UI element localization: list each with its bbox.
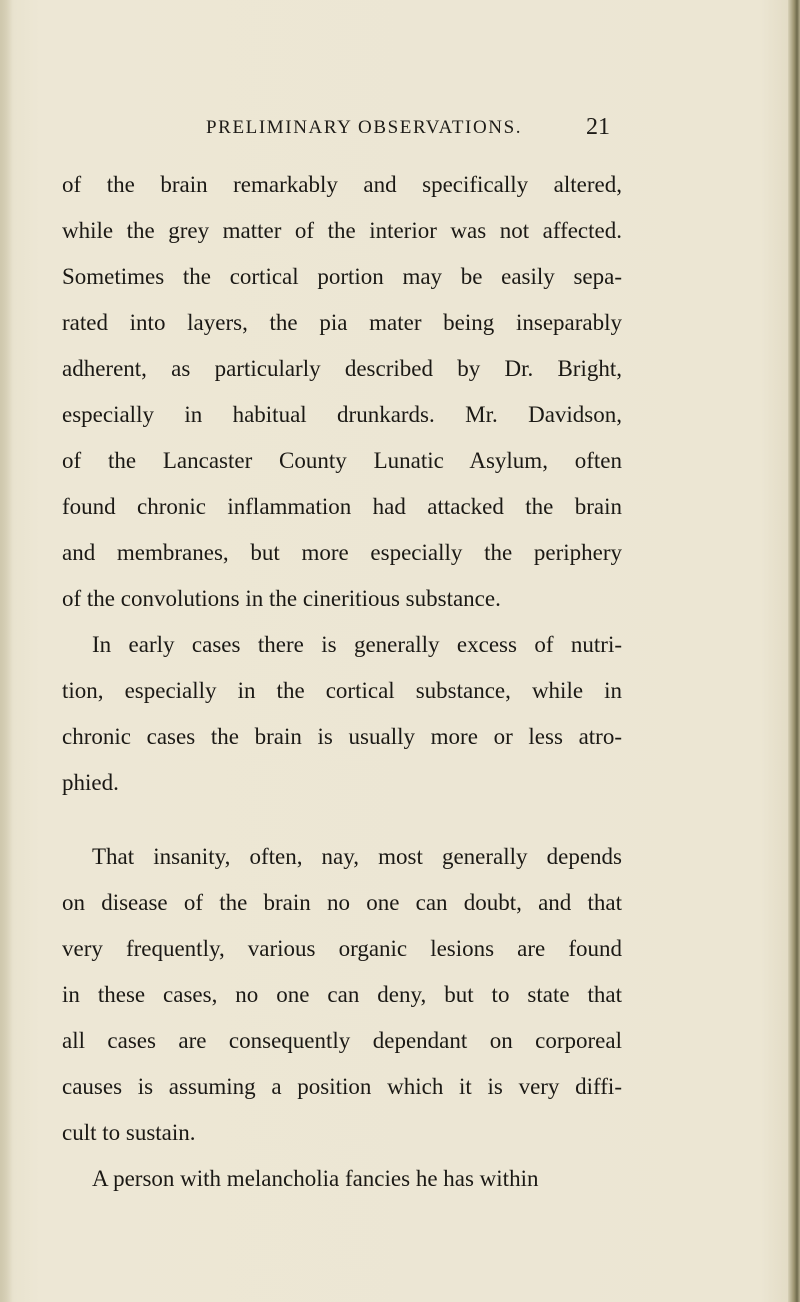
page-header	[0, 114, 800, 144]
text-line: on disease of the brain no one can doubt, and that	[62, 890, 622, 915]
page-number: 21	[586, 114, 610, 140]
text-line: of the brain remarkably and specifically altered,	[62, 172, 622, 197]
paragraph-gap	[62, 806, 622, 834]
page-edge-shadow	[788, 0, 800, 1302]
text-line: especially in habitual drunkards. Mr. Davidson,	[62, 402, 622, 427]
text-line: That insanity, often, nay, most generally depends	[92, 844, 622, 869]
text-line: In early cases there is generally excess of nutri-	[92, 632, 622, 657]
text-line: cult to sustain.	[62, 1120, 196, 1145]
text-line: phied.	[62, 770, 119, 795]
running-head: PRELIMINARY OBSERVATIONS.	[206, 117, 523, 138]
text-line: of the convolutions in the cineritious substance.	[62, 586, 501, 611]
text-line: rated into layers, the pia mater being inseparably	[62, 310, 622, 335]
text-line: Sometimes the cortical portion may be easily sepa-	[62, 264, 622, 289]
text-line: adherent, as particularly described by Dr. Bright,	[62, 356, 622, 381]
text-line: and membranes, but more especially the periphery	[62, 540, 622, 565]
text-line: while the grey matter of the interior was not affected.	[62, 218, 622, 243]
text-line: found chronic inflammation had attacked the brain	[62, 494, 622, 519]
text-line: very frequently, various organic lesions are found	[62, 936, 622, 961]
text-line: in these cases, no one can deny, but to state that	[62, 982, 622, 1007]
text-line: of the Lancaster County Lunatic Asylum, often	[62, 448, 622, 473]
text-line: chronic cases the brain is usually more or less atro-	[62, 724, 622, 749]
text-line: A person with melancholia fancies he has within	[92, 1166, 539, 1191]
text-line: causes is assuming a position which it is very diffi-	[62, 1074, 622, 1099]
text-line: all cases are consequently dependant on corporeal	[62, 1028, 622, 1053]
body-text	[62, 162, 622, 1202]
page-gutter-shadow	[0, 0, 12, 1302]
text-line: tion, especially in the cortical substance, while in	[62, 678, 622, 703]
